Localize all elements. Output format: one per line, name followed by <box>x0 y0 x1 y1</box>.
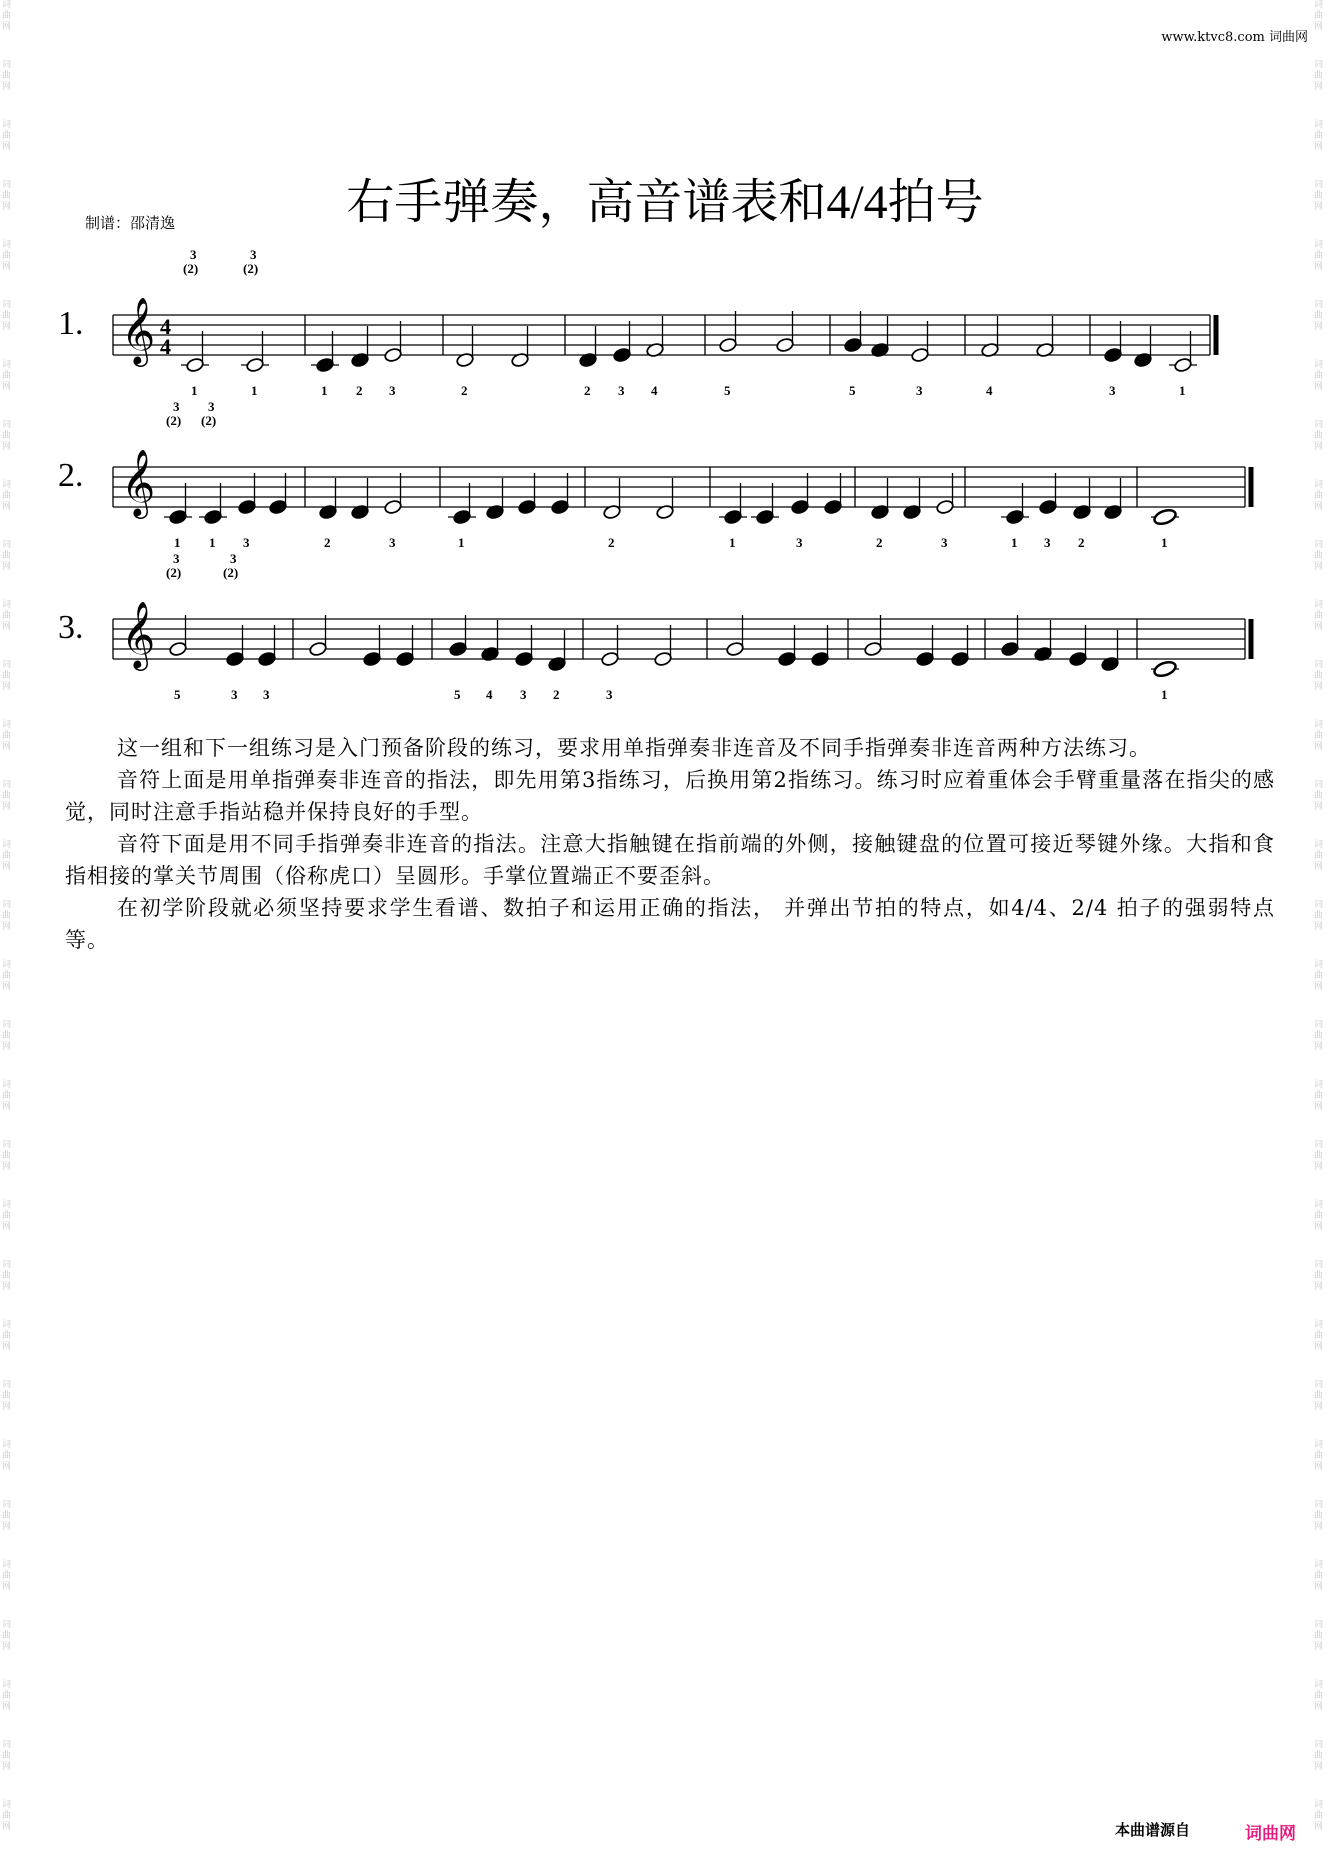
watermark-text: 词曲网 <box>1314 1140 1324 1172</box>
fingering-below: 1 <box>1179 383 1186 398</box>
fingering-above-bottom: (2) <box>166 413 182 428</box>
fingering-below: 1 <box>1161 687 1168 702</box>
watermark-text: 词曲网 <box>2 600 12 632</box>
note-head <box>363 651 382 667</box>
note-head <box>916 651 935 667</box>
note-head <box>1006 509 1025 525</box>
fingering-above-top: 3 <box>190 247 197 262</box>
fingering-above-top: 3 <box>230 551 237 566</box>
watermark-text: 词曲网 <box>1314 780 1324 812</box>
fingering-below: 5 <box>849 383 856 398</box>
watermark-text: 词曲网 <box>2 780 12 812</box>
fingering-below: 3 <box>1109 383 1116 398</box>
note-head <box>951 651 970 667</box>
watermark-text: 词曲网 <box>1314 420 1324 452</box>
time-signature-bottom: 4 <box>160 334 171 359</box>
fingering-below: 4 <box>986 383 993 398</box>
watermark-text: 词曲网 <box>1314 660 1324 692</box>
note-head <box>226 651 245 667</box>
note-head <box>654 651 673 667</box>
note-head <box>936 499 955 515</box>
fingering-below: 1 <box>251 383 258 398</box>
watermark-text: 词曲网 <box>2 1740 12 1772</box>
watermark-text: 词曲网 <box>2 1500 12 1532</box>
fingering-below: 3 <box>389 383 396 398</box>
note-head <box>911 347 930 363</box>
note-head <box>601 651 620 667</box>
watermark-text: 词曲网 <box>2 540 12 572</box>
note-head <box>551 499 570 515</box>
watermark-text: 词曲网 <box>2 0 12 32</box>
fingering-above-top: 3 <box>208 399 215 414</box>
note-head <box>518 499 537 515</box>
watermark-text: 词曲网 <box>1314 1560 1324 1592</box>
watermark-text: 词曲网 <box>1314 0 1324 32</box>
watermark-text: 词曲网 <box>2 1080 12 1112</box>
footer-logo[interactable]: 词曲网 <box>1245 1824 1296 1844</box>
page-title: 右手弹奏，高音谱表和4/4拍号 <box>346 176 984 229</box>
fingering-below: 3 <box>520 687 527 702</box>
note-head <box>309 641 328 657</box>
watermark-text: 词曲网 <box>1314 1320 1324 1352</box>
note-head <box>1174 357 1193 373</box>
watermark-text: 词曲网 <box>2 480 12 512</box>
note-head <box>1153 660 1178 679</box>
watermark-text: 词曲网 <box>2 1020 12 1052</box>
watermark-text: 词曲网 <box>1314 1500 1324 1532</box>
note-head <box>384 499 403 515</box>
fingering-below: 2 <box>461 383 468 398</box>
note-head <box>316 357 335 373</box>
fingering-below: 3 <box>796 535 803 550</box>
watermark-text: 词曲网 <box>2 1440 12 1472</box>
exercise-3-number: 3. <box>58 609 84 646</box>
watermark-text: 词曲网 <box>2 420 12 452</box>
fingering-below: 3 <box>263 687 270 702</box>
note-head <box>719 337 738 353</box>
watermark-text: 词曲网 <box>2 1200 12 1232</box>
note-head <box>824 499 843 515</box>
note-head <box>811 651 830 667</box>
watermark-text: 词曲网 <box>1314 1800 1324 1832</box>
fingering-above-top: 3 <box>250 247 257 262</box>
treble-clef-icon: 𝄞 <box>121 448 156 516</box>
credit-line: 制谱：邵清逸 <box>85 216 176 232</box>
note-head <box>724 509 743 525</box>
fingering-below: 4 <box>486 687 493 702</box>
fingering-below: 2 <box>608 535 615 550</box>
paragraph-2: 音符上面是用单指弹奏非连音的指法，即先用第3指练习，后换用第2指练习。练习时应着重体会手臂重量落在指尖的感觉，同时注意手指站稳并保持良好的手型。 <box>65 768 1275 824</box>
site-url[interactable]: www.ktvc8.com 词曲网 <box>1161 30 1308 45</box>
watermark-text: 词曲网 <box>2 1800 12 1832</box>
fingering-below: 5 <box>724 383 731 398</box>
fingering-below: 1 <box>1161 535 1168 550</box>
music-score <box>0 0 1330 720</box>
fingering-below: 2 <box>356 383 363 398</box>
watermark-text: 词曲网 <box>1314 1680 1324 1712</box>
watermark-text: 词曲网 <box>2 900 12 932</box>
note-head <box>515 651 534 667</box>
watermark-text: 词曲网 <box>1314 240 1324 272</box>
fingering-below: 3 <box>941 535 948 550</box>
watermark-text: 词曲网 <box>2 960 12 992</box>
watermark-text: 词曲网 <box>1314 1740 1324 1772</box>
note-head <box>204 509 223 525</box>
note-head <box>1039 499 1058 515</box>
fingering-below: 2 <box>876 535 883 550</box>
fingering-below: 3 <box>1044 535 1051 550</box>
fingering-below: 1 <box>729 535 736 550</box>
fingering-above-top: 3 <box>173 551 180 566</box>
watermark-text: 词曲网 <box>1314 120 1324 152</box>
treble-clef-icon: 𝄞 <box>121 600 156 668</box>
watermark-text: 词曲网 <box>1314 1620 1324 1652</box>
note-head <box>238 499 257 515</box>
watermark-text: 词曲网 <box>1314 840 1324 872</box>
watermark-text: 词曲网 <box>1314 600 1324 632</box>
fingering-below: 1 <box>209 535 216 550</box>
note-head <box>1001 641 1020 657</box>
watermark-text: 词曲网 <box>2 60 12 92</box>
watermark-text: 词曲网 <box>1314 720 1324 752</box>
watermark-text: 词曲网 <box>1314 900 1324 932</box>
fingering-above-bottom: (2) <box>243 261 259 276</box>
watermark-text: 词曲网 <box>2 1260 12 1292</box>
watermark-text: 词曲网 <box>1314 1440 1324 1472</box>
watermark-text: 词曲网 <box>2 1140 12 1172</box>
watermark-text: 词曲网 <box>1314 540 1324 572</box>
watermark-text: 词曲网 <box>2 840 12 872</box>
note-head <box>756 509 775 525</box>
watermark-text: 词曲网 <box>1314 60 1324 92</box>
fingering-above-bottom: (2) <box>201 413 217 428</box>
watermark-text: 词曲网 <box>2 240 12 272</box>
fingering-above-bottom: (2) <box>223 565 239 580</box>
watermark-text: 词曲网 <box>2 1680 12 1712</box>
fingering-below: 2 <box>584 383 591 398</box>
note-head <box>776 337 795 353</box>
watermark-text: 词曲网 <box>1314 1380 1324 1412</box>
exercise-2-number: 2. <box>58 457 84 494</box>
fingering-below: 5 <box>174 687 181 702</box>
watermark-text: 词曲网 <box>2 360 12 392</box>
watermark-text: 词曲网 <box>2 1380 12 1412</box>
fingering-above-top: 3 <box>173 399 180 414</box>
fingering-below: 1 <box>1011 535 1018 550</box>
watermark-text: 词曲网 <box>1314 1260 1324 1292</box>
note-head <box>1153 508 1178 527</box>
note-head <box>791 499 810 515</box>
fingering-below: 3 <box>231 687 238 702</box>
note-head <box>864 641 883 657</box>
fingering-below: 3 <box>243 535 250 550</box>
watermark-text: 词曲网 <box>2 1560 12 1592</box>
watermark-text: 词曲网 <box>1314 300 1324 332</box>
fingering-below: 2 <box>1078 535 1085 550</box>
note-head <box>186 357 205 373</box>
note-head <box>269 499 288 515</box>
paragraph-3: 音符下面是用不同手指弹奏非连音的指法。注意大指触键在指前端的外侧，接触键盘的位置可接近琴键外缘。大指和食指相接的掌关节周围（俗称虎口）呈圆形。手掌位置端正不要歪斜。 <box>65 832 1275 888</box>
note-head <box>726 641 745 657</box>
watermark-text: 词曲网 <box>2 180 12 212</box>
time-signature-top: 4 <box>160 314 171 339</box>
fingering-below: 3 <box>618 383 625 398</box>
watermark-text: 词曲网 <box>2 1320 12 1352</box>
fingering-below: 3 <box>916 383 923 398</box>
fingering-below: 2 <box>324 535 331 550</box>
watermark-text: 词曲网 <box>1314 960 1324 992</box>
note-head <box>258 651 277 667</box>
treble-clef-icon: 𝄞 <box>121 296 156 364</box>
fingering-below: 1 <box>191 383 198 398</box>
note-head <box>246 357 265 373</box>
note-head <box>453 509 472 525</box>
watermark-text: 词曲网 <box>1314 1200 1324 1232</box>
note-head <box>844 337 863 353</box>
fingering-below: 1 <box>458 535 465 550</box>
watermark-text: 词曲网 <box>2 1620 12 1652</box>
note-head <box>449 641 468 657</box>
watermark-text: 词曲网 <box>2 660 12 692</box>
watermark-text: 词曲网 <box>2 720 12 752</box>
fingering-below: 3 <box>389 535 396 550</box>
fingering-below: 1 <box>174 535 181 550</box>
note-head <box>613 347 632 363</box>
note-head <box>1104 347 1123 363</box>
exercise-1-number: 1. <box>58 305 84 342</box>
fingering-below: 5 <box>454 687 461 702</box>
watermark-text: 词曲网 <box>1314 1080 1324 1112</box>
note-head <box>778 651 797 667</box>
watermark-text: 词曲网 <box>1314 1020 1324 1052</box>
watermark-text: 词曲网 <box>2 300 12 332</box>
note-head <box>1069 651 1088 667</box>
note-head <box>384 347 403 363</box>
watermark-text: 词曲网 <box>2 120 12 152</box>
footer-source-label: 本曲谱源自 <box>1114 1821 1190 1839</box>
note-head <box>169 509 188 525</box>
watermark-text: 词曲网 <box>1314 360 1324 392</box>
fingering-below: 1 <box>321 383 328 398</box>
note-head <box>396 651 415 667</box>
fingering-above-bottom: (2) <box>166 565 182 580</box>
description <box>65 732 1275 956</box>
fingering-below: 2 <box>553 687 560 702</box>
watermark-text: 词曲网 <box>1314 480 1324 512</box>
paragraph-4: 在初学阶段就必须坚持要求学生看谱、数拍子和运用正确的指法， 并弹出节拍的特点，如4/4、2/4 拍子的强弱特点等。 <box>65 896 1275 952</box>
fingering-below: 4 <box>651 383 658 398</box>
fingering-above-bottom: (2) <box>183 261 199 276</box>
watermark-text: 词曲网 <box>1314 180 1324 212</box>
fingering-below: 3 <box>606 687 613 702</box>
note-head <box>169 641 188 657</box>
paragraph-1: 这一组和下一组练习是入门预备阶段的练习，要求用单指弹奏非连音及不同手指弹奏非连音两种方法练习。 <box>117 736 1151 760</box>
